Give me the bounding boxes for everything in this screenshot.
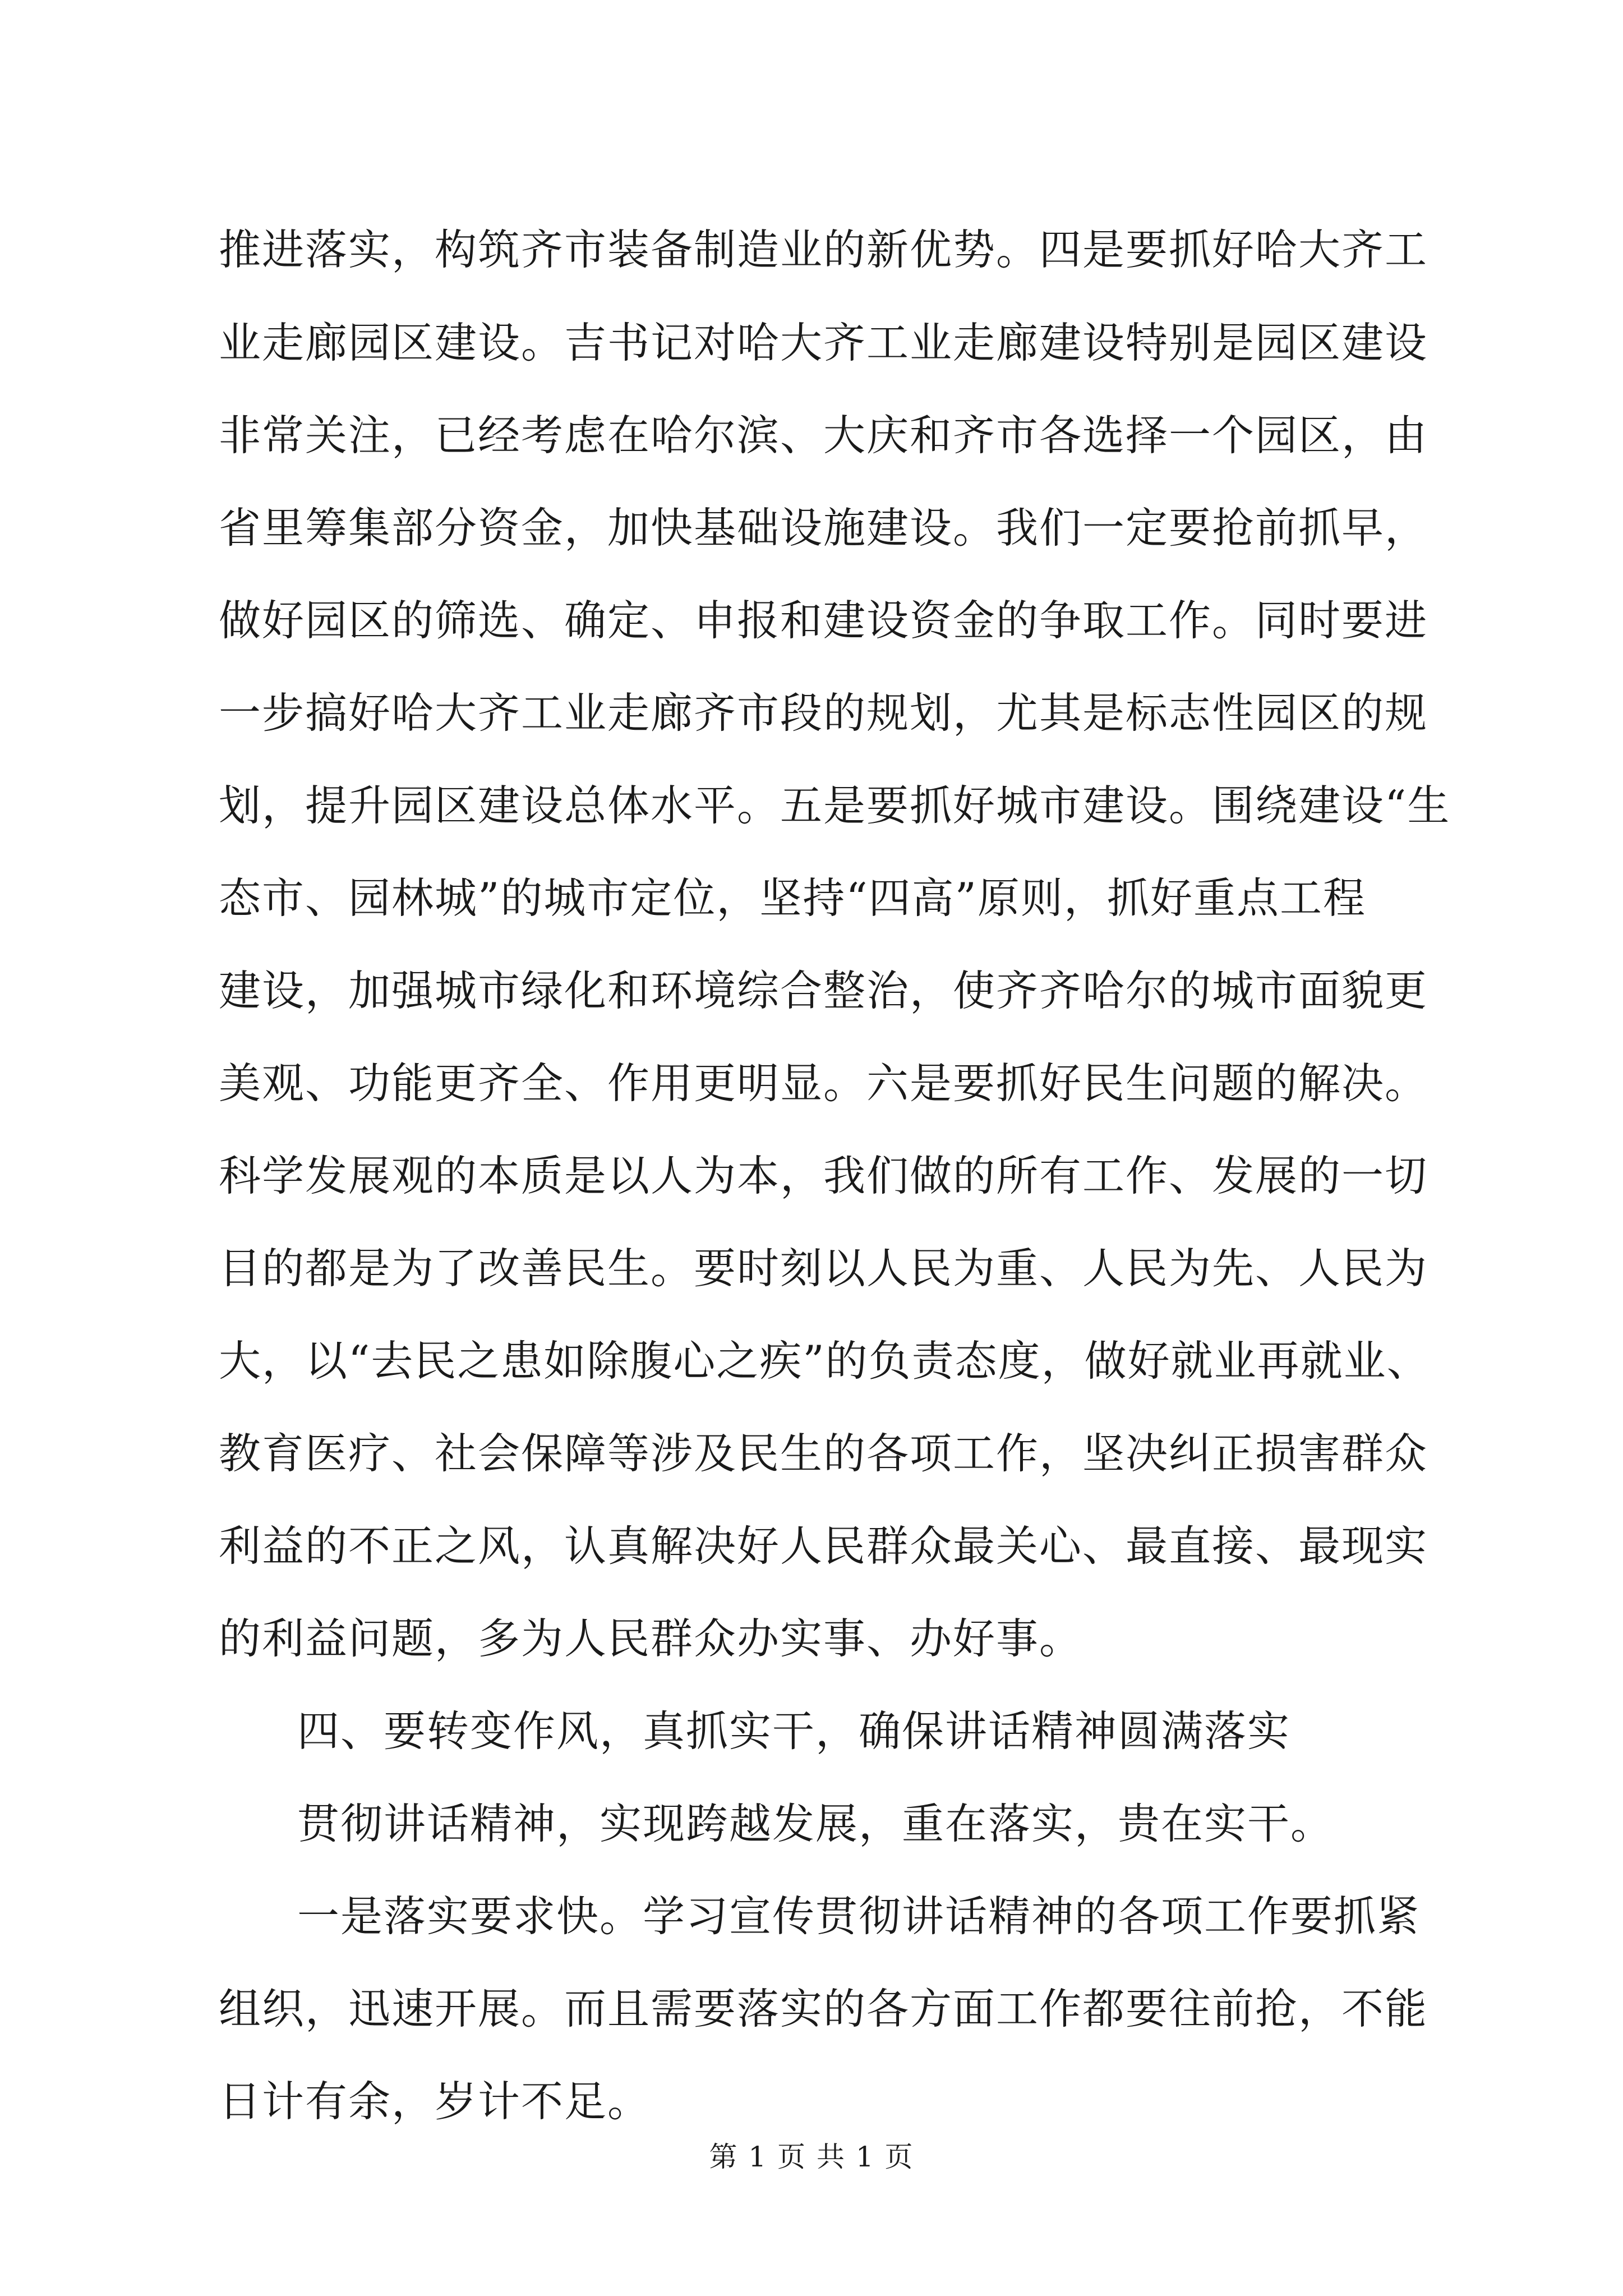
body-text-line: 日计有余，岁计不足。 [219, 2077, 651, 2126]
body-text-line: 目的都是为了改善民生。要时刻以人民为重、人民为先、人民为 [219, 1244, 1428, 1293]
body-text-line: 的利益问题，多为人民群众办实事、办好事。 [219, 1614, 1083, 1663]
body-text-line: 教育医疗、社会保障等涉及民生的各项工作，坚决纠正损害群众 [219, 1429, 1428, 1478]
section-heading: 四、要转变作风，真抓实干，确保讲话精神圆满落实 [297, 1706, 1291, 1756]
body-text-line: 划，提升园区建设总体水平。五是要抓好城市建设。围绕建设“生 [219, 781, 1451, 830]
body-text-line: 美观、功能更齐全、作用更明显。六是要抓好民生问题的解决。 [219, 1059, 1428, 1108]
body-text-line: 一步搞好哈大齐工业走廊齐市段的规划，尤其是标志性园区的规 [219, 688, 1428, 738]
body-text-line: 大，以“去民之患如除腹心之疾”的负责态度，做好就业再就业、 [219, 1336, 1430, 1386]
body-text-line: 科学发展观的本质是以人为本，我们做的所有工作、发展的一切 [219, 1151, 1428, 1200]
body-text-line: 组织，迅速开展。而且需要落实的各方面工作都要往前抢，不能 [219, 1984, 1428, 2033]
body-text-line: 业走廊园区建设。吉书记对哈大齐工业走廊建设特别是园区建设 [219, 318, 1428, 367]
body-text-line: 建设，加强城市绿化和环境综合整治，使齐齐哈尔的城市面貌更 [219, 966, 1428, 1015]
body-text-line: 非常关注，已经考虑在哈尔滨、大庆和齐市各选择一个园区，由 [219, 411, 1428, 460]
body-text-line: 态市、园林城”的城市定位，坚持“四高”原则，抓好重点工程 [219, 873, 1367, 923]
body-text-line: 利益的不正之风，认真解决好人民群众最关心、最直接、最现实 [219, 1521, 1428, 1571]
body-text-line: 推进落实，构筑齐市装备制造业的新优势。四是要抓好哈大齐工 [219, 225, 1428, 274]
page-footer: 第 1 页 共 1 页 [709, 2141, 914, 2173]
body-text-line: 省里筹集部分资金，加快基础设施建设。我们一定要抢前抓早， [219, 503, 1428, 553]
body-text-line: 贯彻讲话精神，实现跨越发展，重在落实，贵在实干。 [297, 1799, 1334, 1848]
body-text-line: 做好园区的筛选、确定、申报和建设资金的争取工作。同时要进 [219, 596, 1428, 645]
body-text-line: 一是落实要求快。学习宣传贯彻讲话精神的各项工作要抓紧 [297, 1892, 1421, 1941]
